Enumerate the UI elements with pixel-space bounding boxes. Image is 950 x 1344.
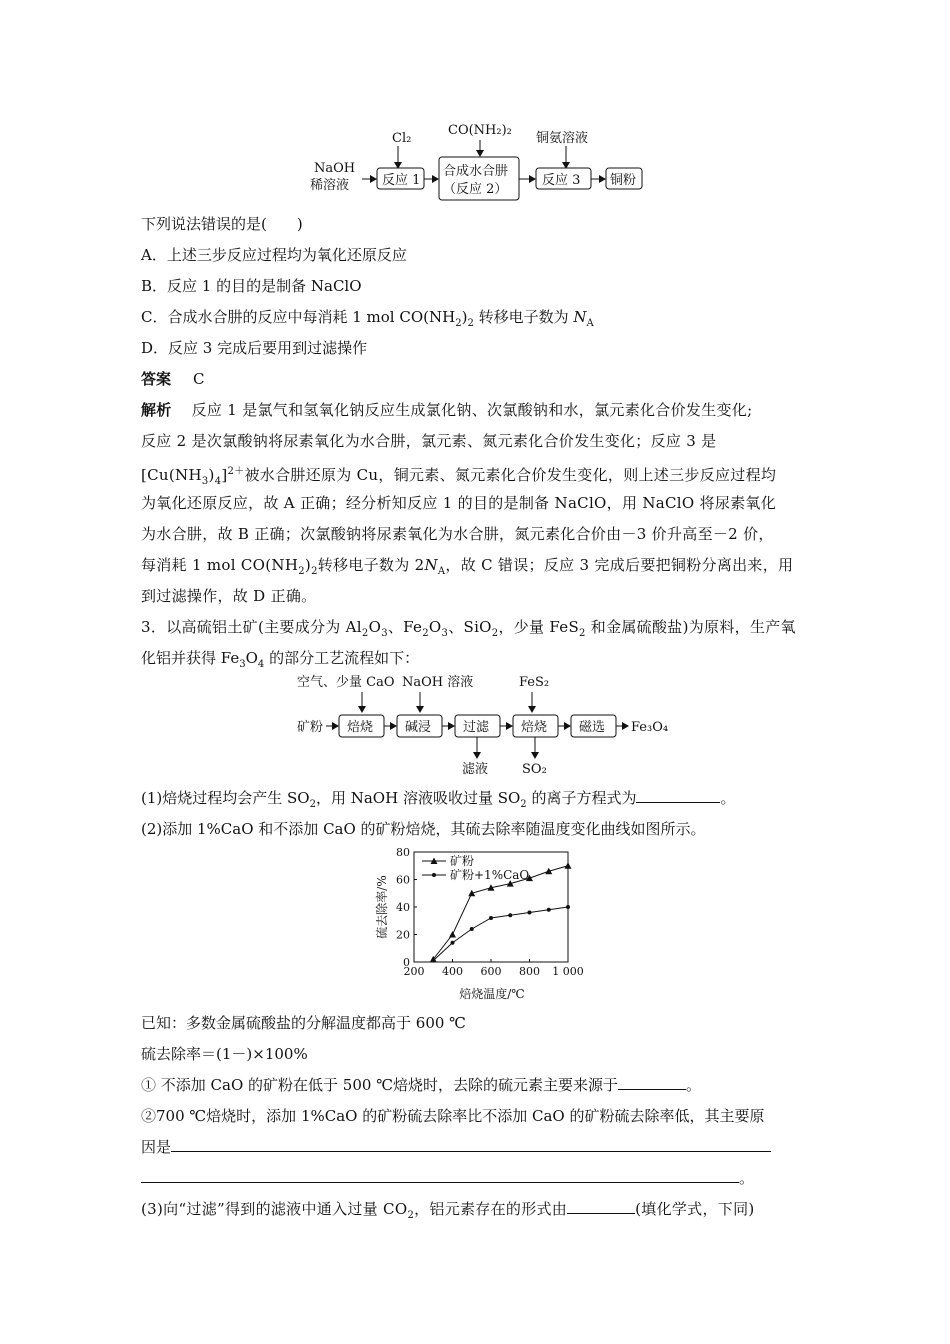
legend-entry-1: 矿粉+1%CaO — [450, 868, 530, 882]
answer-blank[interactable] — [636, 788, 720, 803]
flow1-box1-text: 反应 1 — [382, 173, 421, 188]
answer-blank[interactable] — [567, 1199, 635, 1214]
flow1-dilute-label: 稀溶液 — [310, 178, 350, 193]
analysis-line-2: 反应 2 是次氯酸钠将尿素氧化为水合肼，氯元素、氮元素化合价发生变化；反应 3 是 — [141, 432, 717, 450]
analysis-line-5: 为水合肼，故 B 正确；次氯酸钠将尿素氧化为水合肼，氮元素化合价由－3 价升高至－2 价， — [141, 525, 774, 543]
sulfur-removal-chart — [370, 845, 584, 1005]
q2-stem: 下列说法错误的是( ) — [141, 215, 303, 233]
flow-diagram-1 — [300, 118, 660, 208]
flow2-b1-text: 焙烧 — [347, 720, 374, 735]
x-tick-label: 1 000 — [552, 965, 584, 978]
y-tick-label: 80 — [396, 846, 410, 859]
data-point-s0 — [565, 862, 572, 869]
q3-sub2-line2: 因是 — [141, 1137, 771, 1157]
analysis-line-4: 为氧化还原反应，故 A 正确；经分析知反应 1 的目的是制备 NaClO，用 NaClO 将尿素氧化 — [141, 494, 777, 512]
flow2-b2-text: 碱浸 — [405, 720, 432, 735]
flow2-ore-label: 矿粉 — [297, 720, 324, 735]
chart-ylabel: 硫去除率/% — [375, 875, 389, 939]
flow1-box2-text-b: （反应 2） — [443, 182, 508, 197]
q2-option-b: B．反应 1 的目的是制备 NaClO — [141, 277, 362, 295]
data-point-s1 — [431, 959, 435, 963]
analysis-line-3: $[Cu(NH_3)_4]^{2+}$被水合肼还原为 Cu，铜元素、氮元素化合价发生变化，则上述三步反应过程均 — [141, 466, 777, 487]
flow1-cl2-label: Cl₂ — [392, 131, 412, 146]
q3-part2: (2)添加 1%CaO 和不添加 CaO 的矿粉焙烧，其硫去除率随温度变化曲线如图所示。 — [141, 820, 706, 838]
q3-sub2: ②700 ℃焙烧时，添加 1%CaO 的矿粉硫去除率比不添加 CaO 的矿粉硫去除率低，其主要原 — [141, 1107, 765, 1125]
answer-blank[interactable] — [171, 1137, 771, 1152]
known-1: 已知：多数金属硫酸盐的分解温度都高于 600 ℃ — [141, 1014, 466, 1032]
q3-sub2-line3: 。 — [141, 1168, 754, 1188]
q2-option-c: C．合成水合肼的反应中每消耗 1 mol $CO(NH_2)_2$ 转移电子数为 $N_A$ — [141, 308, 594, 329]
flow2-b3-text: 过滤 — [463, 720, 490, 735]
x-tick-label: 200 — [403, 965, 425, 978]
y-tick-label: 40 — [396, 901, 410, 914]
flow2-fes2-label: FeS₂ — [519, 675, 550, 690]
q2-option-d: D．反应 3 完成后要用到过滤操作 — [141, 339, 368, 357]
data-point-s1 — [470, 927, 474, 931]
flow2-b4-text: 焙烧 — [521, 720, 548, 735]
flow1-box4-text: 铜粉 — [610, 173, 637, 188]
q2-answer — [141, 369, 205, 389]
data-point-s1 — [508, 913, 512, 917]
answer-blank[interactable] — [141, 1168, 739, 1183]
data-point-s1 — [528, 911, 532, 915]
answer-label: 答案 — [141, 370, 172, 388]
flow2-so2-label: SO₂ — [522, 762, 547, 777]
flow1-ammonia-label: 铜氨溶液 — [536, 131, 589, 146]
flow1-naoh-label: NaOH — [314, 161, 356, 176]
flow2-filtrate-label: 滤液 — [462, 762, 489, 777]
legend-entry-0: 矿粉 — [450, 854, 475, 868]
analysis-line-7: 到过滤操作，故 D 正确。 — [141, 587, 317, 605]
flow1-box2-text-a: 合成水合肼 — [443, 164, 509, 179]
x-tick-label: 400 — [442, 965, 463, 978]
flow-diagram-2 — [292, 668, 672, 780]
known-2: 硫去除率＝(1－)×100% — [141, 1045, 308, 1063]
analysis-line-6: 每消耗 1 mol $CO(NH_2)_2$转移电子数为 $2N_A$，故 C 错误；反应 3 完成后要把铜粉分离出来，用 — [141, 556, 794, 577]
data-point-s0 — [449, 931, 456, 938]
flow1-box3-text: 反应 3 — [542, 173, 581, 188]
analysis-line-1: 解析 反应 1 是氯气和氢氧化钠反应生成氯化钠、次氯酸钠和水，氯元素化合价发生变化; — [141, 401, 753, 419]
q3-sub1: ① 不添加 CaO 的矿粉在低于 500 ℃焙烧时，去除的硫元素主要来源于 。 — [141, 1076, 701, 1094]
x-tick-label: 800 — [519, 965, 540, 978]
answer-blank[interactable] — [618, 1075, 686, 1090]
answer-value: C — [193, 370, 205, 388]
q3-part3: (3)向“过滤”得到的滤液中通入过量 $CO_2$，铝元素存在的形式由 (填化学式，下同) — [141, 1200, 755, 1221]
chart-xlabel: 焙烧温度/℃ — [459, 987, 525, 1001]
flow2-b5-text: 磁选 — [579, 720, 606, 735]
q3-line-2: 化铝并获得 $Fe_3O_4$ 的部分工艺流程如下： — [141, 649, 420, 670]
q3-part1: (1)焙烧过程均会产生 $SO_2$，用 NaOH 溶液吸收过量 $SO_2$ 的离子方程式为 。 — [141, 789, 736, 810]
data-point-s1 — [489, 916, 493, 920]
data-point-s1 — [566, 905, 570, 909]
q3-line-1: 3．以高硫铝土矿(主要成分为 $Al_2O_3$、$Fe_2O_3$、SiO$_2$，少量 FeS$_2$ 和金属硫酸盐)为原料，生产氧 — [141, 618, 796, 639]
flow1-urea-label: CO(NH₂)₂ — [448, 123, 512, 138]
data-point-s1 — [547, 908, 551, 912]
data-point-s1 — [451, 941, 455, 945]
y-tick-label: 20 — [396, 928, 410, 942]
q2-option-a: A．上述三步反应过程均为氧化还原反应 — [141, 246, 407, 264]
flow2-product-label: Fe₃O₄ — [631, 720, 669, 735]
legend-marker-1 — [432, 873, 436, 877]
analysis-label: 解析 — [141, 401, 172, 419]
y-tick-label: 0 — [403, 956, 410, 969]
flow2-air-label: 空气、少量 CaO — [297, 675, 395, 690]
y-tick-label: 60 — [396, 873, 410, 887]
flow2-naoh-label: NaOH 溶液 — [402, 675, 474, 690]
x-tick-label: 600 — [480, 965, 502, 978]
